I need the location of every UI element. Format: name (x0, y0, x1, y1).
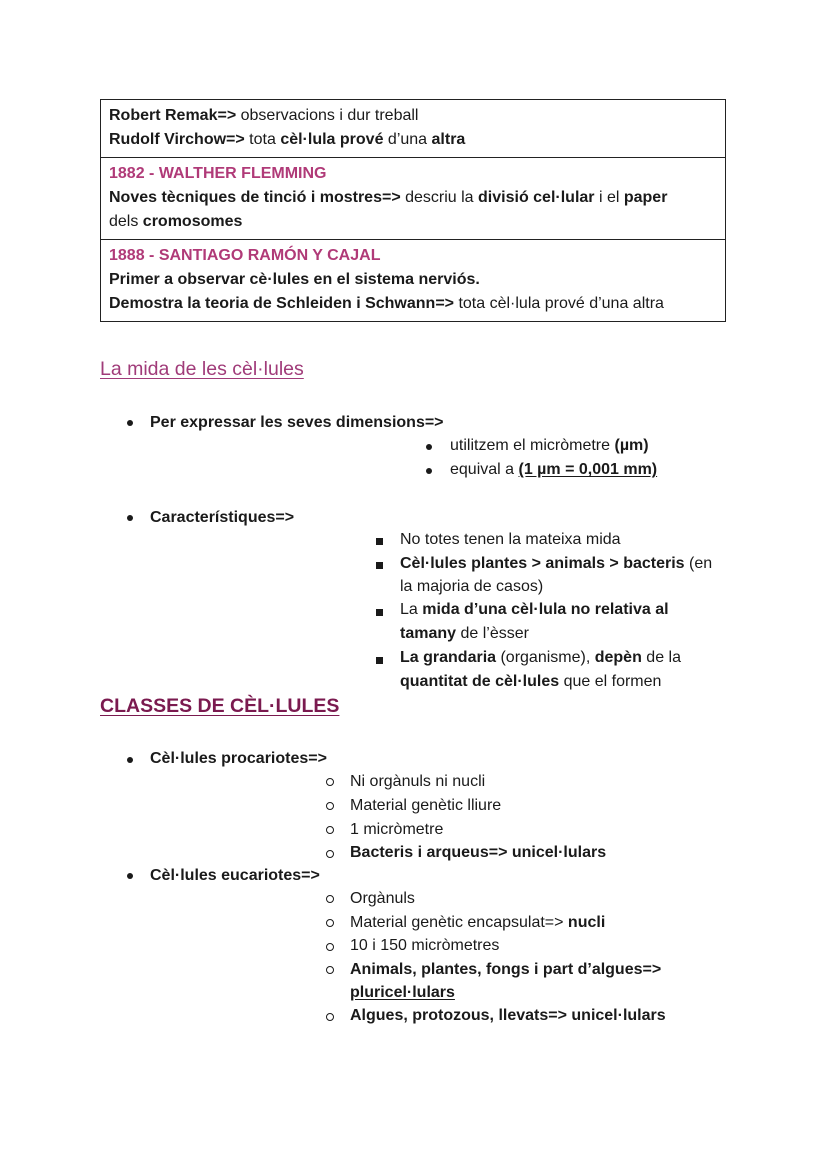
cajal-heading: 1888 - SANTIAGO RAMÓN Y CAJAL (109, 247, 381, 264)
remak-text: observacions i dur treball (236, 107, 419, 124)
table-row (101, 158, 726, 240)
eukaryotes-label: Cèl·lules eucariotes=> (150, 867, 320, 884)
cajal-text-2: tota cèl·lula prové d’una altra (454, 295, 664, 312)
table-row (101, 100, 726, 158)
characteristics-item-1: No totes tenen la mateixa mida (400, 531, 621, 548)
square-bullet-icon (376, 609, 383, 616)
characteristics-item-4-cont: quantitat de cèl·lules que el formen (400, 673, 662, 690)
circle-bullet-icon (326, 895, 334, 903)
prokaryotes-item-2: Material genètic lliure (350, 797, 502, 814)
dimensions-label: Per expressar les seves dimensions=> (150, 414, 444, 431)
characteristics-item-2-cont: la majoria de casos) (400, 578, 544, 595)
virchow-text: tota (244, 131, 281, 148)
circle-bullet-icon (326, 778, 334, 786)
bullet-icon (127, 757, 133, 763)
bullet-icon (426, 468, 432, 474)
circle-bullet-icon (326, 802, 334, 810)
eukaryotes-item-2: Material genètic encapsulat=> nucli (350, 914, 606, 931)
prokaryotes-item-3: 1 micròmetre (350, 821, 444, 838)
characteristics-item-2: Cèl·lules plantes > animals > bacteris (en (400, 555, 713, 572)
flemming-heading: 1882 - WALTHER FLEMMING (109, 165, 327, 182)
cajal-bold-2: Demostra la teoria de Schleiden i Schwann=> (109, 295, 455, 312)
table-cell (101, 158, 726, 240)
eukaryotes-item-3: 10 i 150 micròmetres (350, 937, 500, 954)
virchow-bold-2: altra (431, 131, 466, 148)
flemming-text-2: i el (594, 189, 624, 206)
bullet-icon (127, 420, 133, 426)
cajal-line-1: Primer a observar cè·lules en el sistema nerviós. (109, 271, 480, 288)
prokaryotes-item-4: Bacteris i arqueus=> unicel·lulars (350, 844, 607, 861)
table-cell (101, 240, 726, 322)
eukaryotes-item-4: Animals, plantes, fongs i part d’algues=> (350, 961, 662, 978)
circle-bullet-icon (326, 919, 334, 927)
flemming-bold-3: paper (623, 189, 668, 206)
history-table (100, 99, 726, 322)
square-bullet-icon (376, 562, 383, 569)
eukaryotes-item-4-cont: pluricel·lulars (350, 984, 455, 1001)
dimensions-item-2: equival a (1 µm = 0,001 mm) (450, 461, 658, 478)
bullet-icon (426, 444, 432, 450)
section-title-size: La mida de les cèl·lules (100, 358, 304, 380)
eukaryotes-item-1: Orgànuls (350, 890, 415, 907)
square-bullet-icon (376, 538, 383, 545)
circle-bullet-icon (326, 850, 334, 858)
flemming-bold-1: Noves tècniques de tinció i mostres=> (109, 189, 401, 206)
characteristics-item-4: La grandaria (organisme), depèn de la (400, 649, 681, 666)
prokaryotes-label: Cèl·lules procariotes=> (150, 750, 327, 767)
dimensions-item-1: utilitzem el micròmetre (µm) (450, 437, 649, 454)
flemming-text-1: descriu la (400, 189, 479, 206)
prokaryotes-item-1: Ni orgànuls ni nucli (350, 773, 486, 790)
bullet-icon (127, 873, 133, 879)
characteristics-label: Característiques=> (150, 509, 295, 526)
flemming-bold-4: cromosomes (142, 213, 243, 230)
square-bullet-icon (376, 657, 383, 664)
flemming-bold-2: divisió cel·lular (478, 189, 595, 206)
section-title-classes: CLASSES DE CÈL·LULES (100, 695, 340, 717)
flemming-text-3: dels (109, 213, 143, 230)
circle-bullet-icon (326, 826, 334, 834)
circle-bullet-icon (326, 943, 334, 951)
virchow-text-2: d’una (383, 131, 432, 148)
table-cell (101, 100, 726, 158)
circle-bullet-icon (326, 1013, 334, 1021)
bullet-icon (127, 515, 133, 521)
virchow-bold: cèl·lula prové (280, 131, 384, 148)
remak-name: Robert Remak=> (109, 107, 237, 124)
characteristics-item-3: La mida d’una cèl·lula no relativa al (400, 601, 669, 618)
eukaryotes-item-5: Algues, protozous, llevats=> unicel·lulars (350, 1007, 666, 1024)
table-row (101, 240, 726, 322)
circle-bullet-icon (326, 966, 334, 974)
virchow-name: Rudolf Virchow=> (109, 131, 245, 148)
characteristics-item-3-cont: tamany de l’èsser (400, 625, 529, 642)
